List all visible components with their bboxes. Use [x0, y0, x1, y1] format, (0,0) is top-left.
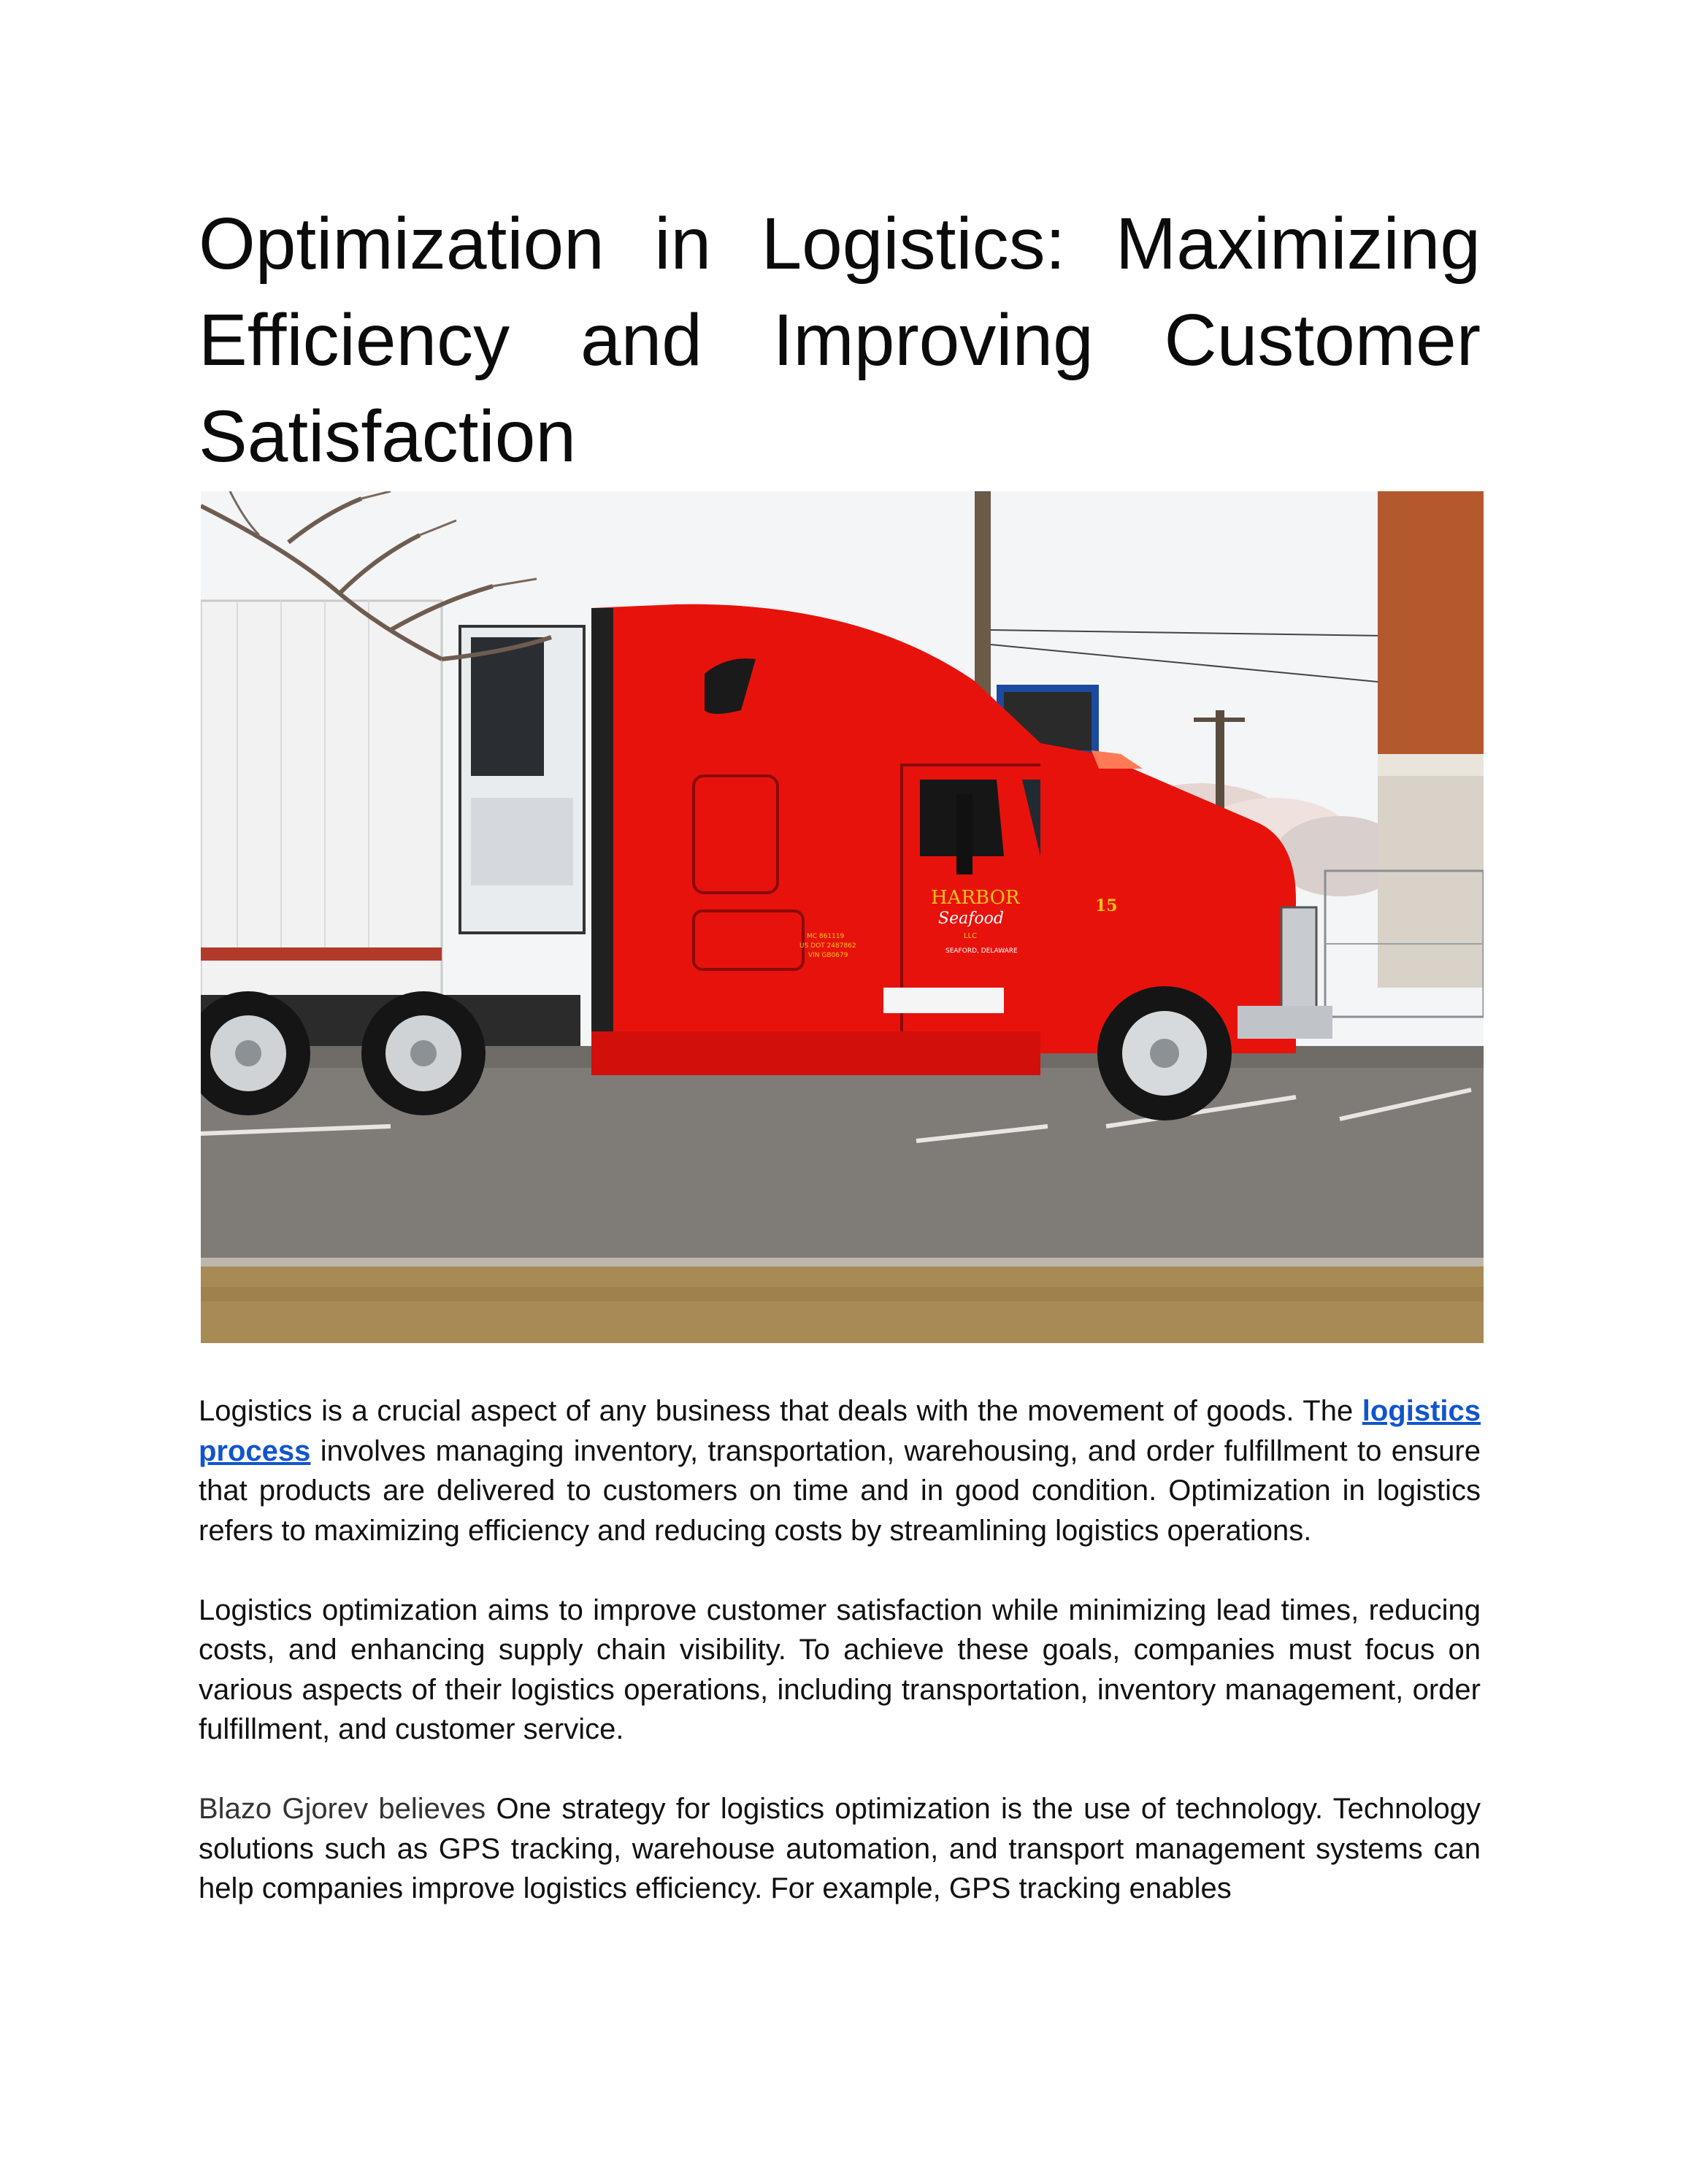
door-text-2: US DOT 2487862 [799, 942, 856, 950]
paragraph-1-rest: involves managing inventory, transportation, warehousing, and order fulfillment to ensure that products are delivered to customers on time and in good condition. Optimization in logistics refers to maximizing efficiency and reducing costs by streamlining logistics operations. [199, 1434, 1481, 1547]
article-title: Optimization in Logistics: Maximizing Efficiency and Improving Customer Satisfaction [199, 203, 1481, 477]
truck-photo [201, 491, 1484, 1343]
paragraph-3-text: One strategy for logistics optimization is the use of technology. Technology solutions such as GPS tracking, warehouse automation, and transport management systems can help companies improve logistics efficiency. For example, GPS tracking enables [199, 1793, 1481, 1904]
trailer-wheel-2 [361, 991, 486, 1115]
paragraph-1-lead: Logistics is a crucial aspect of any business that deals with the movement of goods. The [199, 1395, 1362, 1427]
logistics-process-link[interactable]: logistics process [199, 1395, 1481, 1467]
paragraph-3 [199, 1789, 1481, 1909]
door-text-3: VIN GB0679 [808, 952, 848, 959]
paragraph-2: Logistics optimization aims to improve customer satisfaction while minimizing lead times, reducing costs, and enhancing supply chain visibility. To achieve these goals, companies must focus on various aspects of their logistics operations, including transportation, inventory management, order fulfillment, and customer service. [199, 1593, 1481, 1745]
decal-script: Seafood [938, 910, 1004, 928]
decal-llc: LLC [964, 932, 978, 940]
truck-number: 15 [1095, 896, 1118, 915]
decal-location: SEAFORD, DELAWARE [945, 947, 1018, 955]
decal-brand: HARBOR [931, 887, 1020, 909]
author-attribution: Blazo Gjorev believes [199, 1793, 486, 1825]
front-wheel [1097, 986, 1232, 1120]
paragraph-1 [199, 1391, 1481, 1550]
truck-illustration [201, 491, 1484, 1343]
door-text-1: MC 861119 [807, 933, 845, 940]
article-body [199, 1391, 1481, 1948]
